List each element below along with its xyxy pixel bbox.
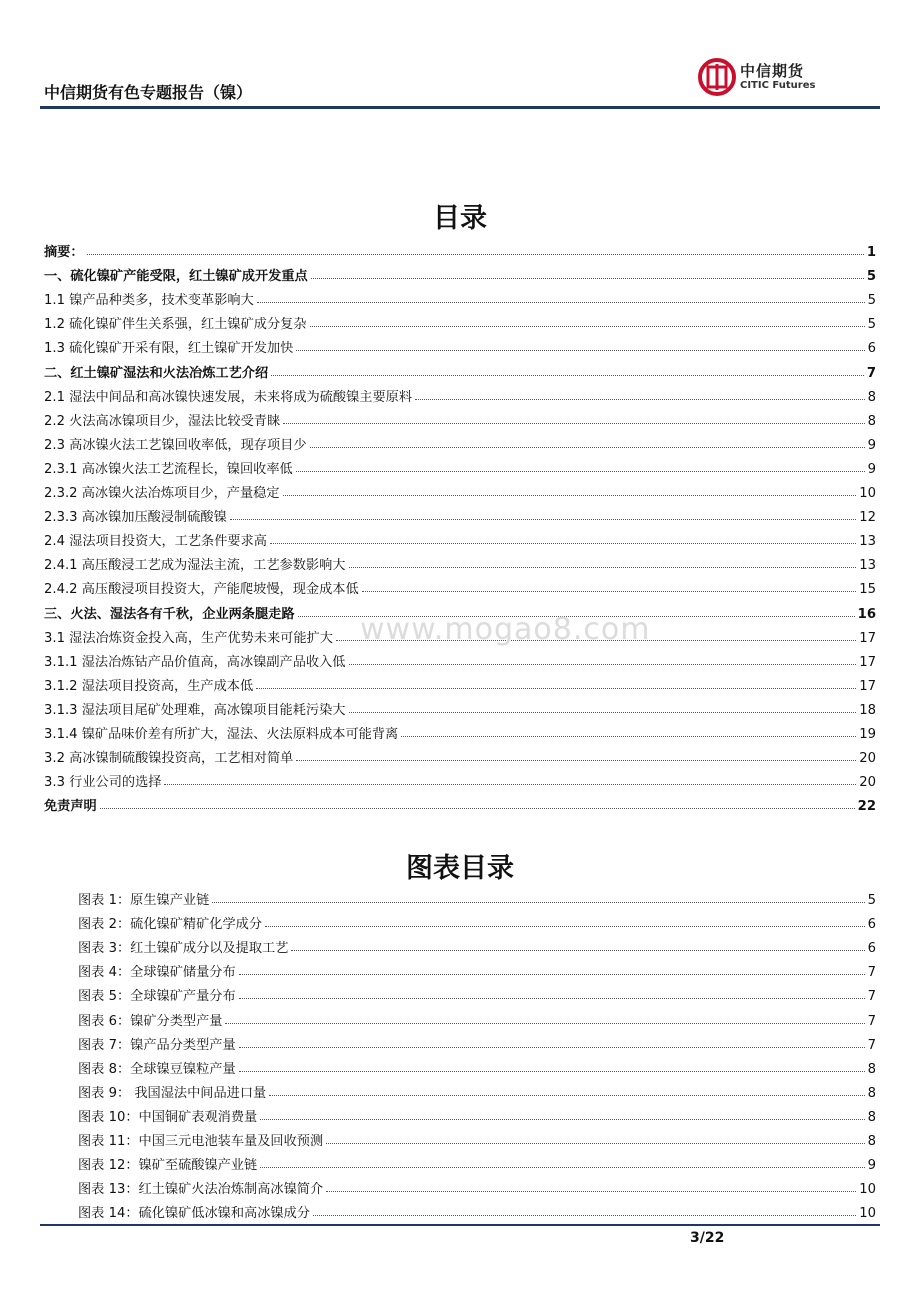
entry-page-number: 19 xyxy=(859,726,876,742)
entry-page-number: 7 xyxy=(866,365,876,381)
toc-entry[interactable] xyxy=(44,501,876,525)
figure-list xyxy=(78,884,876,1221)
entry-page-number: 8 xyxy=(867,1061,876,1077)
dot-leader xyxy=(239,1071,865,1072)
table-of-contents xyxy=(44,236,876,814)
entry-page-number: 6 xyxy=(867,341,876,357)
figure-list-heading: 图表目录 xyxy=(406,853,514,884)
entry-title: 2.1 湿法中间品和高冰镍快速发展，未来将成为硫酸镍主要原料 xyxy=(44,389,413,405)
dot-leader xyxy=(164,784,856,785)
toc-entry[interactable] xyxy=(44,525,876,549)
entry-title: 2.3.2 高冰镍火法冶炼项目少，产量稳定 xyxy=(44,486,280,502)
figure-entry[interactable] xyxy=(78,884,876,908)
entry-title: 图表 7：镍产品分类型产量 xyxy=(78,1037,236,1053)
entry-title: 图表 2：硫化镍矿精矿化学成分 xyxy=(78,917,263,933)
entry-title: 图表 11：中国三元电池装车量及回收预测 xyxy=(78,1134,324,1150)
entry-page-number: 7 xyxy=(867,965,876,981)
dot-leader xyxy=(313,1215,856,1216)
toc-heading: 目录 xyxy=(433,203,487,234)
entry-page-number: 9 xyxy=(867,461,876,477)
dot-leader xyxy=(271,375,864,376)
figure-entry[interactable] xyxy=(78,1149,876,1173)
entry-page-number: 9 xyxy=(867,1158,876,1174)
entry-title: 2.2 火法高冰镍项目少，湿法比较受青睐 xyxy=(44,413,281,429)
entry-page-number: 8 xyxy=(867,413,876,429)
entry-page-number: 6 xyxy=(867,941,876,957)
dot-leader xyxy=(326,1143,864,1144)
figure-entry[interactable] xyxy=(78,1004,876,1028)
entry-title: 2.3.1 高冰镍火法工艺流程长，镍回收率低 xyxy=(44,461,293,477)
entry-title: 图表 3：红土镍矿成分以及提取工艺 xyxy=(78,941,289,957)
entry-page-number: 7 xyxy=(867,1037,876,1053)
entry-page-number: 10 xyxy=(859,1206,876,1222)
entry-title: 3.1.2 湿法项目投资高，生产成本低 xyxy=(44,678,254,694)
figure-entry[interactable] xyxy=(78,1197,876,1221)
entry-page-number: 6 xyxy=(867,917,876,933)
figure-entry[interactable] xyxy=(78,956,876,980)
dot-leader xyxy=(257,302,865,303)
entry-page-number: 5 xyxy=(866,269,876,285)
entry-title: 1.1 镍产品种类多，技术变革影响大 xyxy=(44,293,254,309)
entry-title: 3.1.3 湿法项目尾矿处理难，高冰镍项目能耗污染大 xyxy=(44,702,346,718)
toc-entry[interactable] xyxy=(44,332,876,356)
entry-title: 图表 14：硫化镍矿低冰镍和高冰镍成分 xyxy=(78,1206,310,1222)
dot-leader xyxy=(225,1023,864,1024)
footer-divider xyxy=(40,1224,880,1226)
dot-leader xyxy=(230,519,856,520)
entry-title: 2.4.2 高压酸浸项目投资大，产能爬坡慢，现金成本低 xyxy=(44,582,359,598)
figure-entry[interactable] xyxy=(78,1029,876,1053)
citic-futures-logo xyxy=(698,58,848,98)
header-divider xyxy=(40,106,880,109)
entry-title: 图表 4：全球镍矿储量分布 xyxy=(78,965,236,981)
entry-page-number: 7 xyxy=(867,989,876,1005)
toc-entry[interactable] xyxy=(44,453,876,477)
toc-entry[interactable] xyxy=(44,549,876,573)
entry-title: 2.3.3 高冰镍加压酸浸制硫酸镍 xyxy=(44,510,227,526)
dot-leader xyxy=(260,1167,864,1168)
entry-page-number: 18 xyxy=(859,702,876,718)
dot-leader xyxy=(270,543,856,544)
entry-title: 3.3 行业公司的选择 xyxy=(44,775,162,791)
toc-entry[interactable] xyxy=(44,766,876,790)
entry-page-number: 7 xyxy=(867,1013,876,1029)
toc-entry[interactable] xyxy=(44,284,876,308)
entry-page-number: 17 xyxy=(859,654,876,670)
toc-entry[interactable] xyxy=(44,742,876,766)
entry-page-number: 16 xyxy=(857,606,876,622)
dot-leader xyxy=(100,808,855,809)
toc-entry[interactable] xyxy=(44,573,876,597)
dot-leader xyxy=(310,447,865,448)
dot-leader xyxy=(349,712,857,713)
entry-page-number: 17 xyxy=(859,678,876,694)
dot-leader xyxy=(349,664,857,665)
entry-title: 图表 5：全球镍矿产量分布 xyxy=(78,989,236,1005)
citic-logo-icon xyxy=(698,58,736,96)
dot-leader xyxy=(401,736,856,737)
toc-entry[interactable] xyxy=(44,405,876,429)
toc-entry[interactable] xyxy=(44,646,876,670)
dot-leader xyxy=(349,567,857,568)
toc-entry[interactable] xyxy=(44,670,876,694)
dot-leader xyxy=(283,495,857,496)
figure-entry[interactable] xyxy=(78,908,876,932)
entry-page-number: 8 xyxy=(867,1109,876,1125)
dot-leader xyxy=(87,254,864,255)
dot-leader xyxy=(283,423,864,424)
entry-page-number: 13 xyxy=(859,534,876,550)
figure-entry[interactable] xyxy=(78,1125,876,1149)
dot-leader xyxy=(296,350,864,351)
dot-leader xyxy=(239,1047,865,1048)
entry-title: 1.3 硫化镍矿开采有限，红土镍矿开发加快 xyxy=(44,341,294,357)
entry-title: 1.2 硫化镍矿伴生关系强，红土镍矿成分复杂 xyxy=(44,317,307,333)
figure-entry[interactable] xyxy=(78,1077,876,1101)
toc-entry[interactable] xyxy=(44,477,876,501)
entry-title: 3.1.1 湿法冶炼钴产品价值高，高冰镍副产品收入低 xyxy=(44,654,346,670)
toc-entry[interactable] xyxy=(44,718,876,742)
toc-entry[interactable] xyxy=(44,429,876,453)
dot-leader xyxy=(296,471,865,472)
figure-entry[interactable] xyxy=(78,1173,876,1197)
page-number: 3/22 xyxy=(690,1230,725,1246)
entry-page-number: 20 xyxy=(859,775,876,791)
watermark: www.mogao8.com xyxy=(360,612,651,647)
dot-leader xyxy=(239,974,865,975)
entry-title: 2.4 湿法项目投资大，工艺条件要求高 xyxy=(44,534,267,550)
entry-page-number: 5 xyxy=(867,893,876,909)
entry-title: 三、火法、湿法各有千秋，企业两条腿走路 xyxy=(44,606,295,622)
logo-text-cn: 中信期货 xyxy=(740,62,805,80)
entry-title: 2.3 高冰镍火法工艺镍回收率低，现存项目少 xyxy=(44,437,307,453)
entry-page-number: 22 xyxy=(857,799,876,815)
dot-leader xyxy=(212,902,864,903)
figure-entry[interactable] xyxy=(78,932,876,956)
entry-title: 图表 10：中国铜矿表观消费量 xyxy=(78,1109,258,1125)
dot-leader xyxy=(291,950,864,951)
figure-entry[interactable] xyxy=(78,1101,876,1125)
entry-title: 图表 6：镍矿分类型产量 xyxy=(78,1013,223,1029)
entry-page-number: 10 xyxy=(859,486,876,502)
dot-leader xyxy=(326,1191,856,1192)
dot-leader xyxy=(362,591,857,592)
entry-page-number: 9 xyxy=(867,437,876,453)
entry-title: 图表 9： 我国湿法中间品进口量 xyxy=(78,1085,267,1101)
entry-title: 3.2 高冰镍制硫酸镍投资高，工艺相对简单 xyxy=(44,751,294,767)
entry-page-number: 20 xyxy=(859,751,876,767)
entry-title: 二、红土镍矿湿法和火法冶炼工艺介绍 xyxy=(44,365,269,381)
entry-page-number: 8 xyxy=(867,1134,876,1150)
entry-title: 免责声明 xyxy=(44,799,97,815)
dot-leader xyxy=(269,1095,864,1096)
toc-entry[interactable] xyxy=(44,236,876,260)
dot-leader xyxy=(260,1119,864,1120)
entry-title: 2.4.1 高压酸浸工艺成为湿法主流，工艺参数影响大 xyxy=(44,558,346,574)
dot-leader xyxy=(265,926,865,927)
figure-entry[interactable] xyxy=(78,1053,876,1077)
entry-title: 摘要： xyxy=(44,245,84,261)
entry-page-number: 8 xyxy=(867,1085,876,1101)
dot-leader xyxy=(256,688,856,689)
entry-title: 图表 1：原生镍产业链 xyxy=(78,893,210,909)
toc-entry[interactable] xyxy=(44,308,876,332)
entry-title: 3.1 湿法冶炼资金投入高，生产优势未来可能扩大 xyxy=(44,630,333,646)
logo-text-en: CITIC Futures xyxy=(740,80,816,91)
toc-entry[interactable] xyxy=(44,790,876,814)
entry-title: 图表 8：全球镍豆镍粒产量 xyxy=(78,1061,236,1077)
entry-page-number: 10 xyxy=(859,1182,876,1198)
entry-page-number: 17 xyxy=(859,630,876,646)
toc-entry[interactable] xyxy=(44,356,876,380)
dot-leader xyxy=(296,760,856,761)
entry-page-number: 1 xyxy=(866,245,876,261)
entry-title: 图表 12：镍矿至硫酸镍产业链 xyxy=(78,1158,258,1174)
figure-entry[interactable] xyxy=(78,980,876,1004)
entry-page-number: 12 xyxy=(859,510,876,526)
toc-entry[interactable] xyxy=(44,694,876,718)
entry-page-number: 5 xyxy=(867,293,876,309)
entry-page-number: 5 xyxy=(867,317,876,333)
entry-title: 图表 13：红土镍矿火法冶炼制高冰镍简介 xyxy=(78,1182,324,1198)
report-title: 中信期货有色专题报告（镍） xyxy=(44,83,253,102)
entry-page-number: 15 xyxy=(859,582,876,598)
entry-page-number: 13 xyxy=(859,558,876,574)
toc-entry[interactable] xyxy=(44,381,876,405)
entry-title: 一、硫化镍矿产能受限，红土镍矿成开发重点 xyxy=(44,269,308,285)
dot-leader xyxy=(239,998,865,999)
entry-page-number: 8 xyxy=(867,389,876,405)
dot-leader xyxy=(310,326,865,327)
entry-title: 3.1.4 镍矿品味价差有所扩大，湿法、火法原料成本可能背离 xyxy=(44,726,399,742)
toc-entry[interactable] xyxy=(44,260,876,284)
dot-leader xyxy=(311,278,864,279)
dot-leader xyxy=(415,399,865,400)
